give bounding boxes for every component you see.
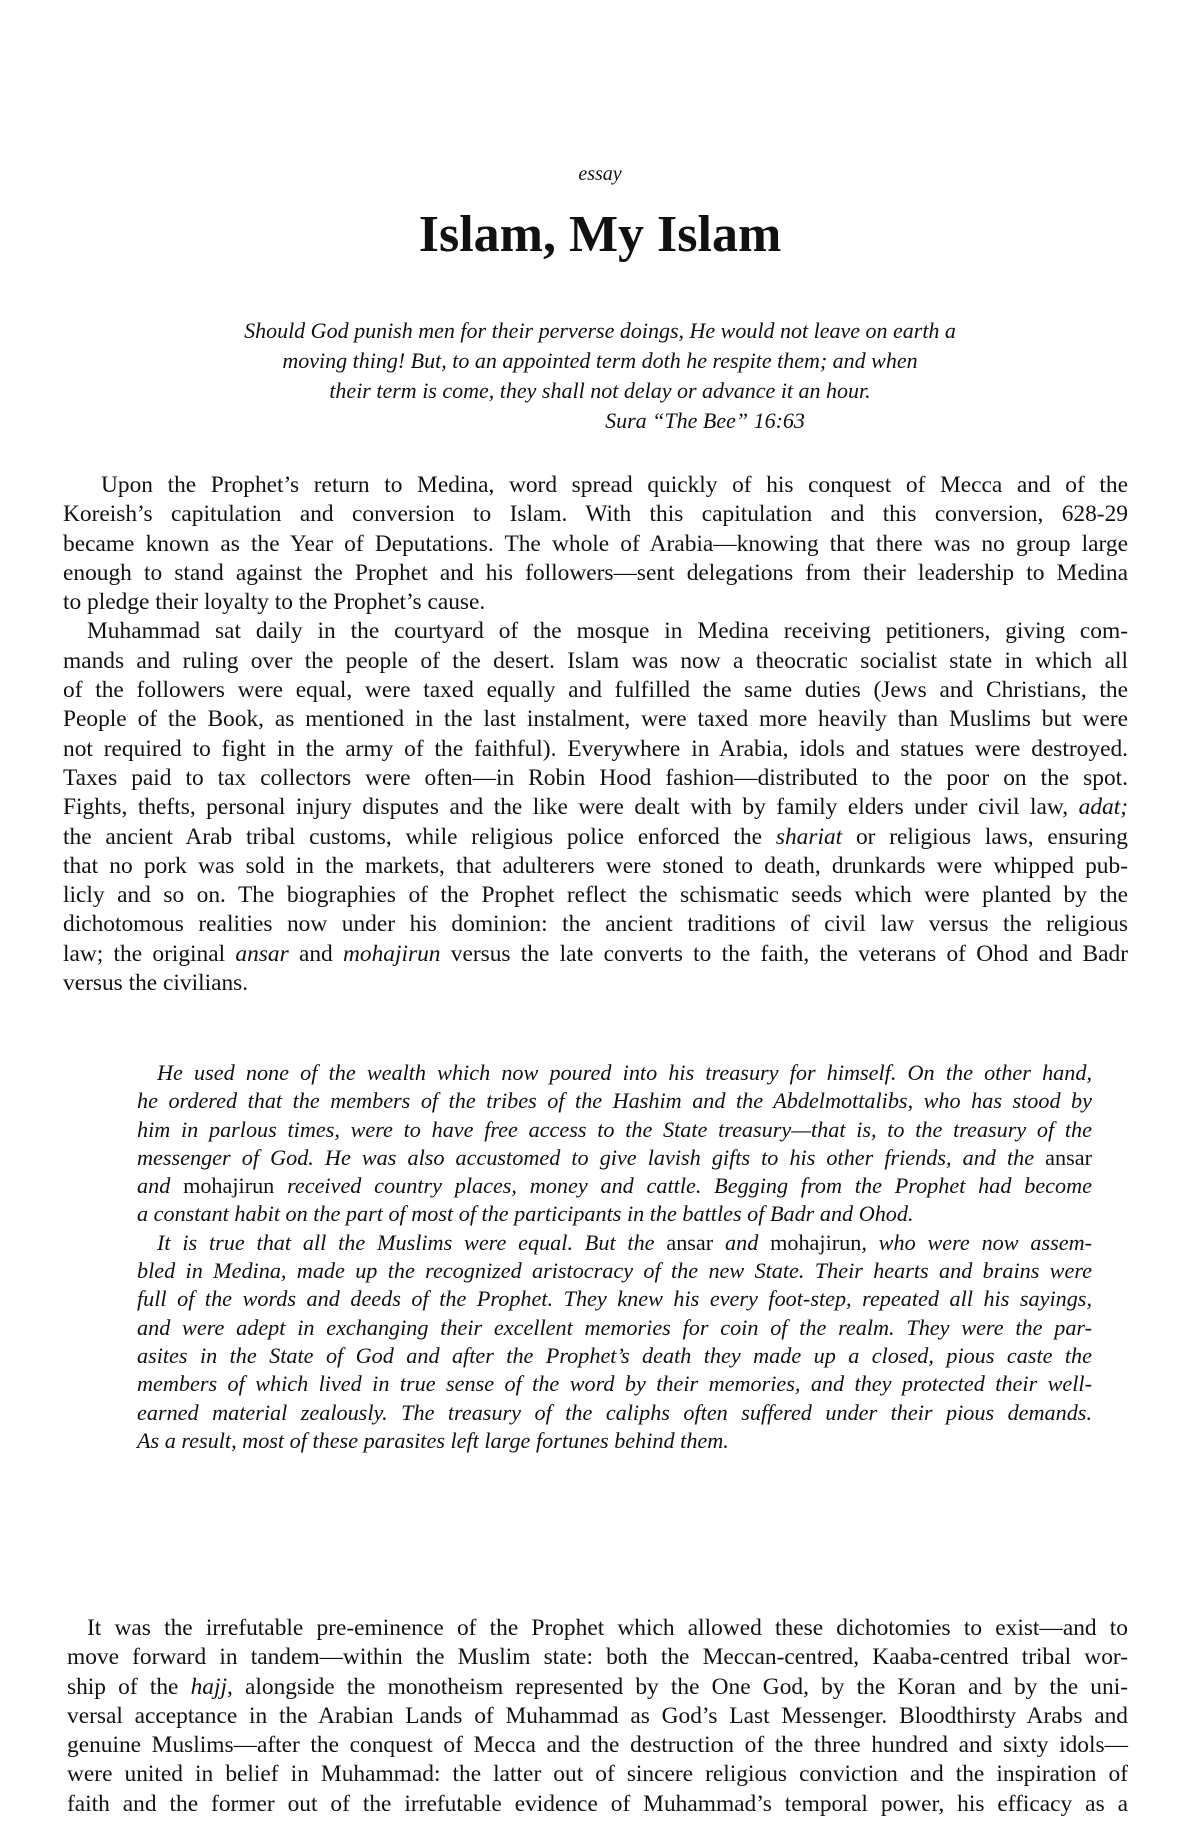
quote-line: him in parlous times, were to have free access to the State treasury—that is, to the treasury of the [137, 1116, 1092, 1142]
text-line [63, 940, 1128, 969]
text-fragment: ship of the [67, 1673, 191, 1700]
section-label: essay [578, 163, 622, 185]
text-fragment: and [137, 1173, 184, 1199]
text-line: dichotomous realities now under his dominion: the ancient traditions of civil law versus the religious [63, 911, 1128, 938]
text-line: licly and so on. The biographies of the Prophet reflect the schismatic seeds which were planted by the [63, 882, 1128, 909]
text-line: became known as the Year of Deputations. The whole of Arabia—knowing that there was no group large [63, 530, 1128, 557]
text-fragment: and [288, 940, 344, 967]
term-mohajirun: mohajirun [770, 1229, 862, 1255]
text-line: of the followers were equal, were taxed equally and fulfilled the same duties (Jews and Christians, the [63, 677, 1128, 704]
text-fragment: received country places, money and cattle. Begging from the Prophet had become [274, 1173, 1092, 1199]
text-line: versal acceptance in the Arabian Lands of Muhammad as God’s Last Messenger. Bloodthirsty Arabs and [67, 1702, 1128, 1729]
text-fragment: the ancient Arab tribal customs, while religious police enforced the [63, 823, 776, 850]
block-quote [137, 1059, 1092, 1455]
text-line: Muhammad sat daily in the courtyard of the mosque in Medina receiving petitioners, giving com- [87, 618, 1128, 645]
text-fragment: messenger of God. He was also accustomed to give lavish gifts to his other friends, and the [137, 1144, 1046, 1170]
text-line: It was the irrefutable pre-eminence of the Prophet which allowed these dichotomies to exist—and to [87, 1615, 1128, 1641]
quote-line: members of which lived in true sense of the word by their memories, and they protected their well- [137, 1371, 1092, 1397]
text-line: faith and the former out of the irrefutable evidence of Muhammad’s temporal power, his efficacy as a [67, 1790, 1128, 1817]
text-line: People of the Book, as mentioned in the last instalment, were taxed more heavily than Muslims but were [63, 706, 1128, 733]
body-text-2 [67, 1614, 1128, 1819]
epigraph-line: Should God punish men for their perverse doings, He would not leave on earth a [244, 318, 956, 343]
quote-line: a constant habit on the part of most of the participants in the battles of Badr and Ohod. [137, 1201, 914, 1227]
text-line: genuine Muslims—after the conquest of Mecca and the destruction of the three hundred and sixty idols— [67, 1732, 1128, 1759]
text-fragment: law; the original [63, 940, 236, 967]
term-shariat: shariat [775, 823, 843, 850]
text-line [63, 823, 1128, 852]
quote-line: bled in Medina, made up the recognized aristocracy of the new State. Their hearts and brains were [137, 1258, 1092, 1284]
text-fragment: alongside the monotheism represented by the One God, by the Koran and by the uni- [232, 1673, 1128, 1700]
term-ansar: ansar [666, 1229, 714, 1255]
term-adat: adat; [1078, 794, 1128, 821]
term-hajj: hajj, [190, 1673, 233, 1700]
quote-line: He used none of the wealth which now poured into his treasury for himself. On the other hand, [157, 1060, 1092, 1085]
epigraph-line: moving thing! But, to an appointed term doth he respite them; and when [282, 348, 918, 373]
text-fragment: It is true that all the Muslims were equal. But the [157, 1229, 667, 1255]
text-line: enough to stand against the Prophet and his followers—sent delegations from their leadership to Medina [63, 559, 1128, 586]
text-line [67, 1673, 1128, 1702]
quote-line: earned material zealously. The treasury of the caliphs often suffered under their pious demands. [137, 1399, 1092, 1425]
text-line: not required to fight in the army of the faithful). Everywhere in Arabia, idols and statues were destroyed. [63, 735, 1128, 762]
term-mohajirun: mohajirun [183, 1173, 275, 1199]
text-line: mands and ruling over the people of the desert. Islam was now a theocratic socialist state in which all [63, 647, 1128, 674]
text-line: Upon the Prophet’s return to Medina, word spread quickly of his conquest of Mecca and of the [101, 472, 1128, 498]
epigraph-source: Sura “The Bee” 16:63 [605, 408, 805, 433]
term-ansar: ansar [1045, 1144, 1092, 1170]
text-fragment: or religious laws, ensuring [842, 823, 1128, 850]
epigraph-line: their term is come, they shall not delay or advance it an hour. [329, 378, 871, 403]
text-fragment: and [713, 1229, 771, 1255]
quote-line [137, 1172, 1092, 1200]
term-ansar: ansar [235, 940, 289, 967]
quote-line: full of the words and deeds of the Prophet. They knew his every foot-step, repeated all his sayings, [137, 1286, 1092, 1312]
quote-line: he ordered that the members of the tribes of the Hashim and the Abdelmottalibs, who has stood by [137, 1088, 1092, 1114]
text-line: were united in belief in Muhammad: the latter out of sincere religious conviction and the inspiration of [67, 1761, 1128, 1788]
quote-line: and were adept in exchanging their excellent memories for coin of the realm. They were the par- [137, 1314, 1092, 1340]
text-line [63, 793, 1128, 822]
text-fragment: Fights, thefts, personal injury disputes and the like were dealt with by family elders under civil law, [63, 794, 1079, 821]
text-line: Koreish’s capitulation and conversion to Islam. With this capitulation and this conversion, 628-29 [63, 501, 1128, 528]
text-line: versus the civilians. [63, 970, 249, 997]
essay-title: Islam, My Islam [418, 206, 782, 263]
text-line: move forward in tandem—within the Muslim state: both the Meccan-centred, Kaaba-centred tribal wor- [67, 1644, 1128, 1671]
text-fragment: , who were now assem- [861, 1229, 1093, 1255]
text-fragment: versus the late converts to the faith, the veterans of Ohod and Badr [440, 940, 1128, 967]
text-line: to pledge their loyalty to the Prophet’s cause. [63, 589, 486, 616]
quote-line [137, 1229, 1092, 1257]
quote-line [137, 1144, 1092, 1172]
term-mohajirun: mohajirun [343, 940, 441, 967]
body-text-1 [63, 471, 1128, 998]
text-line: Taxes paid to tax collectors were often—in Robin Hood fashion—distributed to the poor on the spot. [63, 764, 1128, 791]
text-line: that no pork was sold in the markets, that adulterers were stoned to death, drunkards were whipped pub- [63, 852, 1128, 879]
epigraph [170, 316, 1030, 436]
quote-line: asites in the State of God and after the Prophet’s death they made up a closed, pious caste the [137, 1342, 1092, 1368]
quote-line: As a result, most of these parasites left large fortunes behind them. [137, 1427, 729, 1453]
